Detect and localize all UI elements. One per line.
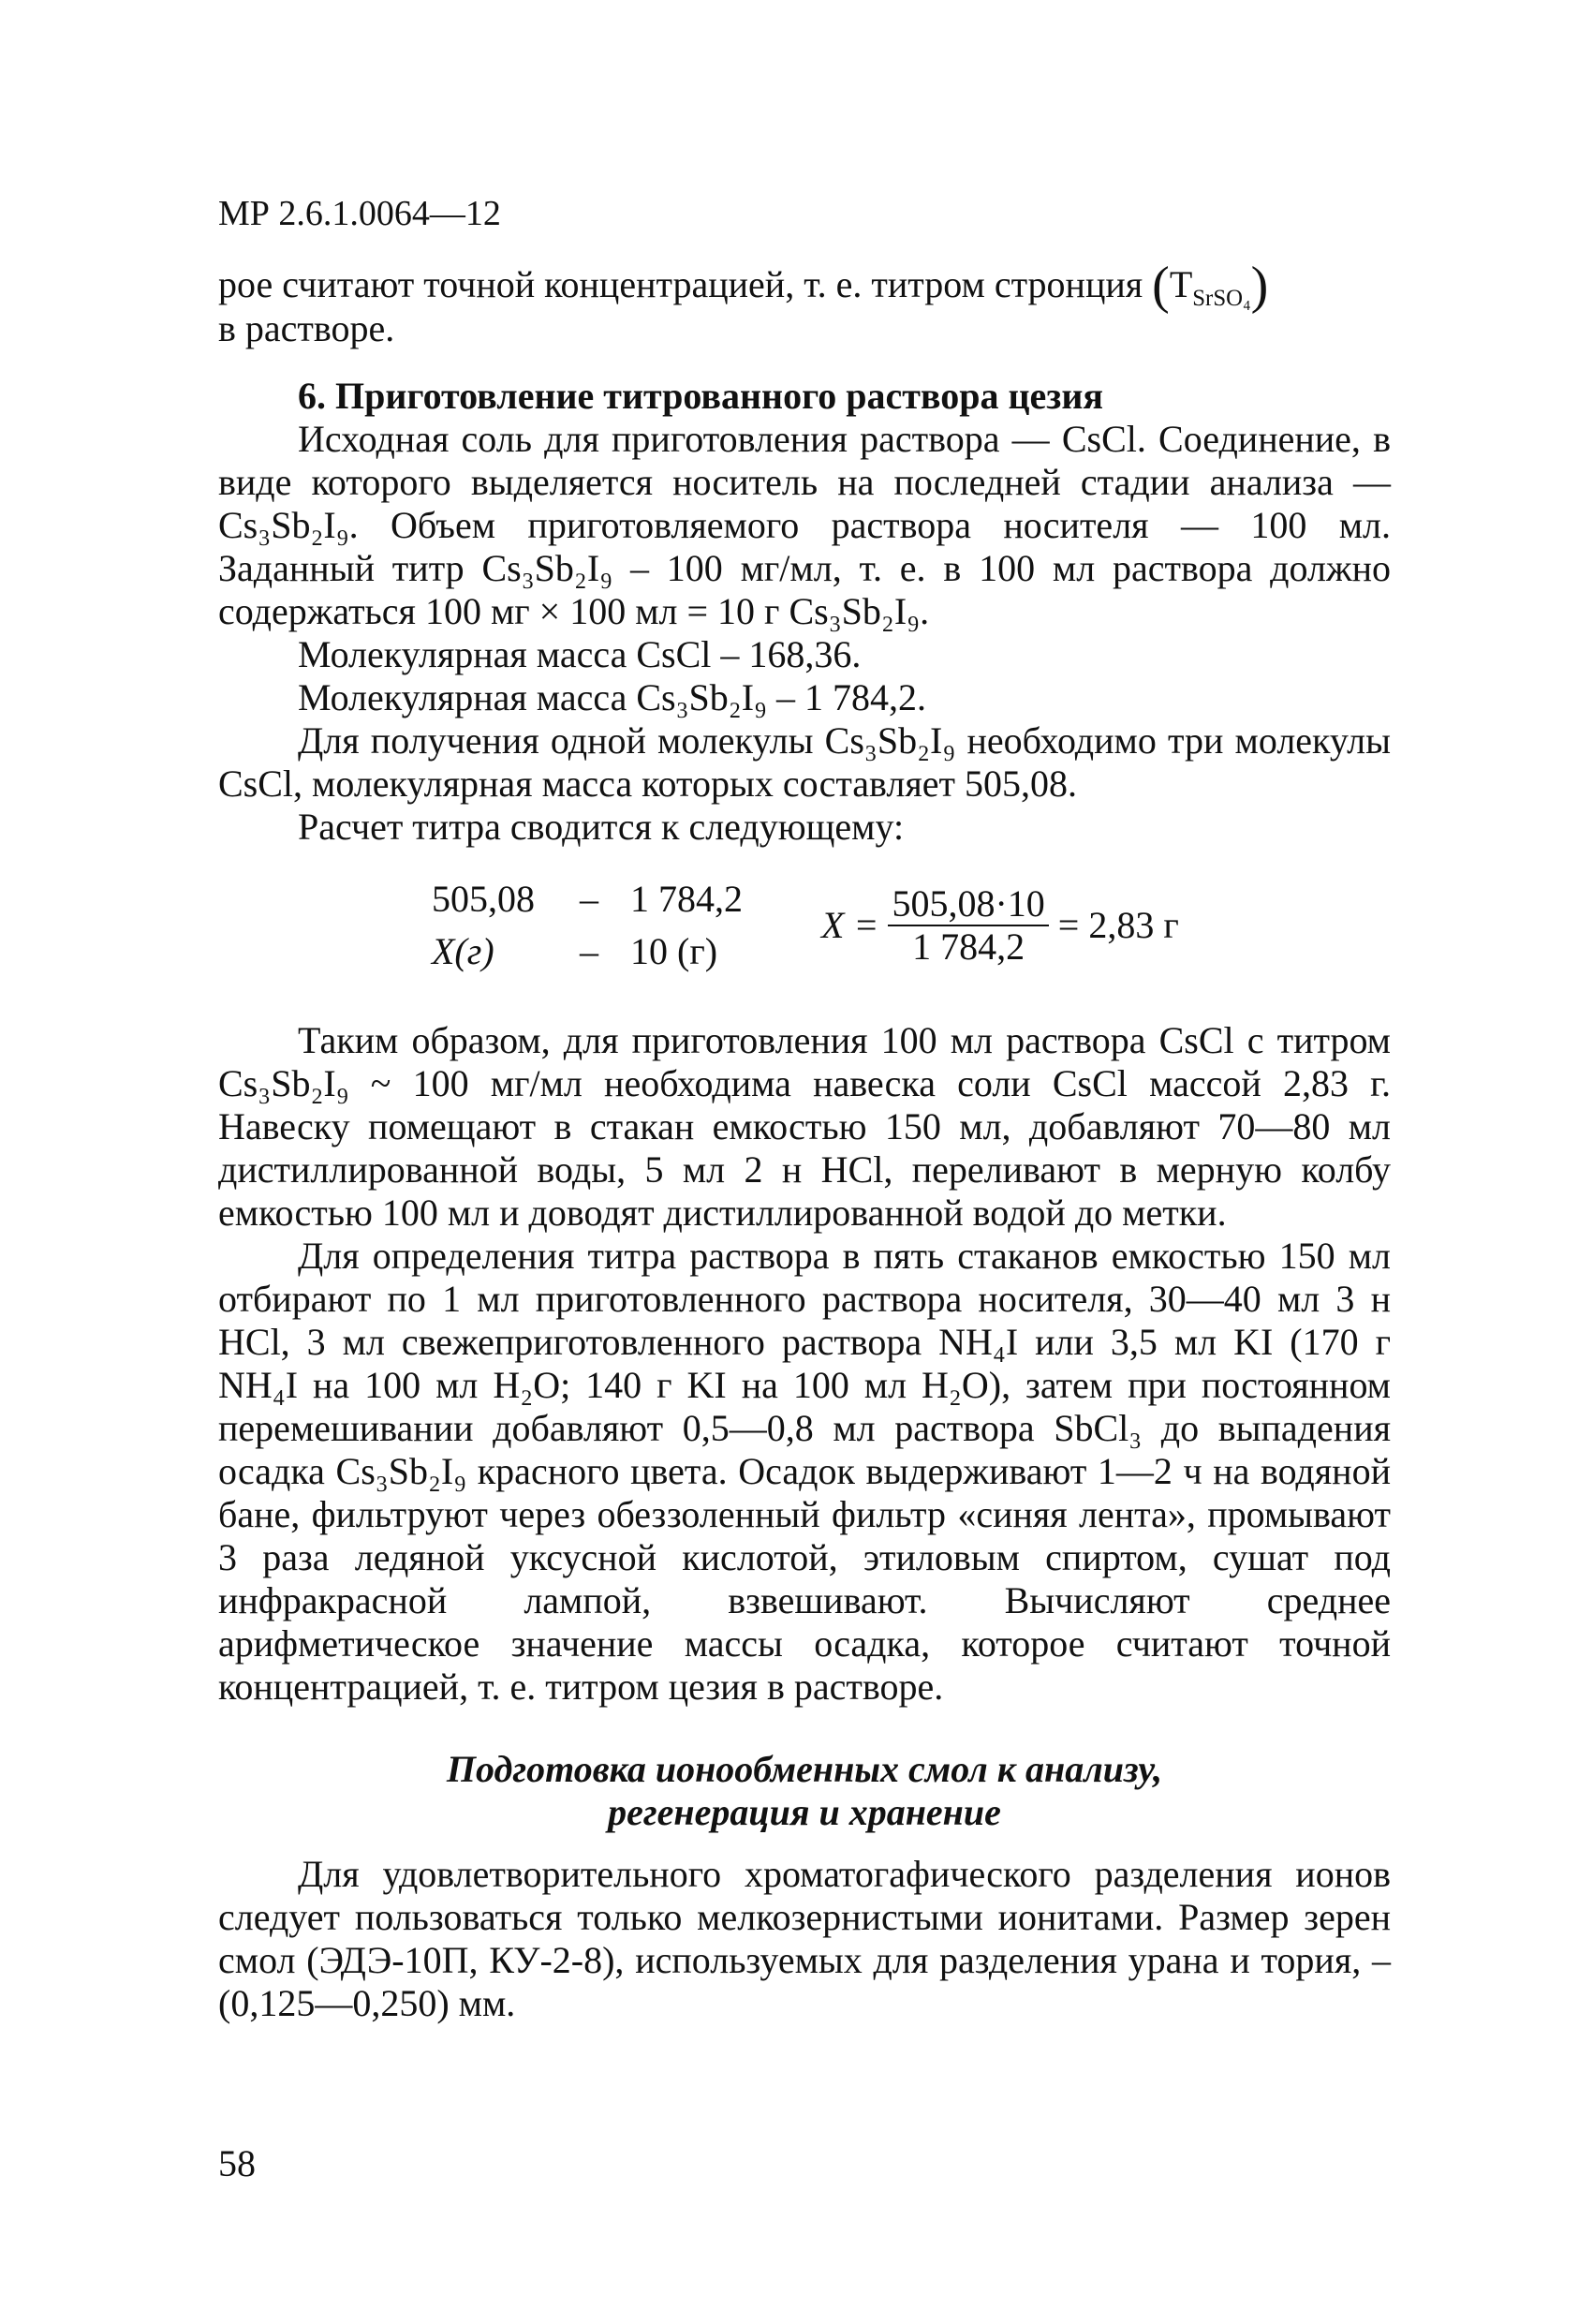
proportion-dash: – — [580, 878, 598, 920]
proportion-table — [432, 873, 756, 978]
proportion-cell: X(г) — [432, 930, 494, 972]
page-content — [218, 192, 1391, 2025]
formula-result: = 2,83 г — [1057, 904, 1179, 946]
paragraph: Таким образом, для приготовления 100 мл раствора CsCl с титром Cs₃Sb₂I₉ ~ 100 мг/мл необходима навеска соли CsCl массой 2,83 г. Навеску помещают в стакан емкостью 150 мл, добавляют 70—80 мл дистиллированной воды, 5 мл 2 н HCl, переливают в мерную колбу емкостью 100 мл и доводят дистиллированной водой до метки. — [218, 1019, 1391, 1234]
proportion-row — [432, 925, 756, 978]
paragraph: Для получения одной молекулы Cs₃Sb₂I₉ необходимо три молекулы CsCl, молекулярная масса которых составляет 505,08. — [218, 719, 1391, 805]
intro-text-end: в растворе. — [218, 307, 395, 349]
proportion-cell: 10 (г) — [630, 930, 718, 972]
proportion-cell: 505,08 — [432, 878, 535, 920]
titr-symbol: T — [1169, 263, 1193, 305]
fraction-denominator: 1 784,2 — [912, 925, 1025, 968]
molar-mass-cs3sb2i9: Молекулярная масса Cs₃Sb₂I₉ – 1 784,2. — [298, 676, 926, 718]
document-code-header: МР 2.6.1.0064—12 — [218, 194, 501, 233]
calculation — [821, 883, 1179, 968]
subsection-title — [218, 1748, 1391, 1834]
molar-mass-cscl: Молекулярная масса CsCl – 168,36. — [298, 633, 862, 675]
subsection-title-line: регенерация и хранение — [608, 1791, 1001, 1833]
paragraph: Расчет титра сводится к следующему: — [298, 806, 905, 848]
paragraph: Исходная соль для приготовления раствора — CsCl. Соединение, в виде которого выделяется носитель на последней стадии анализа — Cs₃Sb₂I₉. Объем приготовляемого раствора носителя — 100 мл. Заданный титр Cs₃Sb₂I₉ – 100 мг/мл, т. е. в 100 мл раствора должно содержаться 100 мг × 100 мл = 10 г Cs₃Sb₂I₉. — [218, 418, 1391, 632]
section-title: 6. Приготовление титрованного раствора цезия — [298, 375, 1104, 417]
page-number: 58 — [218, 2142, 256, 2184]
proportion-dash: – — [580, 930, 598, 972]
paragraph: Для определения титра раствора в пять стаканов емкостью 150 мл отбирают по 1 мл приготовленного раствора носителя, 30—40 мл 3 н HCl, 3 мл свежеприготовленного раствора NH₄I или 3,5 мл KI (170 г NH₄I на 100 мл H₂O; 140 г KI на 100 мл H₂O), затем при постоянном перемешивании добавляют 0,5—0,8 мл раствора SbCl₃ до выпадения осадка Cs₃Sb₂I₉ красного цвета. Осадок выдерживают 1—2 ч на водяной бане, фильтруют через обеззоленный фильтр «синяя лента», промывают 3 раза ледяной уксусной кислотой, этиловым спиртом, сушат под инфракрасной лампой, взвешивают. Вычисляют среднее арифметическое значение массы осадка, которое считают точной концентрацией, т. е. титром цезия в растворе. — [218, 1235, 1391, 1708]
titr-subscript: SrSO₄ — [1192, 286, 1251, 311]
open-paren: ( — [1152, 257, 1170, 315]
subsection-title-line: Подготовка ионообменных смол к анализу, — [446, 1748, 1163, 1790]
close-paren: ) — [1250, 257, 1269, 315]
titr-formula — [432, 873, 1391, 978]
fraction-numerator: 505,08·10 — [888, 883, 1048, 926]
intro-text: рое считают точной концентрацией, т. е. титром стронция — [218, 263, 1143, 305]
proportion-cell: 1 784,2 — [630, 878, 743, 920]
fraction — [888, 883, 1048, 968]
formula-lhs: X = — [821, 904, 879, 946]
intro-paragraph — [218, 257, 1391, 350]
paragraph: Для удовлетворительного хроматогафического разделения ионов следует пользоваться только мелкозернистыми ионитами. Размер зерен смол (ЭДЭ-10П, КУ-2-8), используемых для разделения урана и тория, – (0,125—0,250) мм. — [218, 1853, 1391, 2024]
proportion-row — [432, 873, 756, 925]
